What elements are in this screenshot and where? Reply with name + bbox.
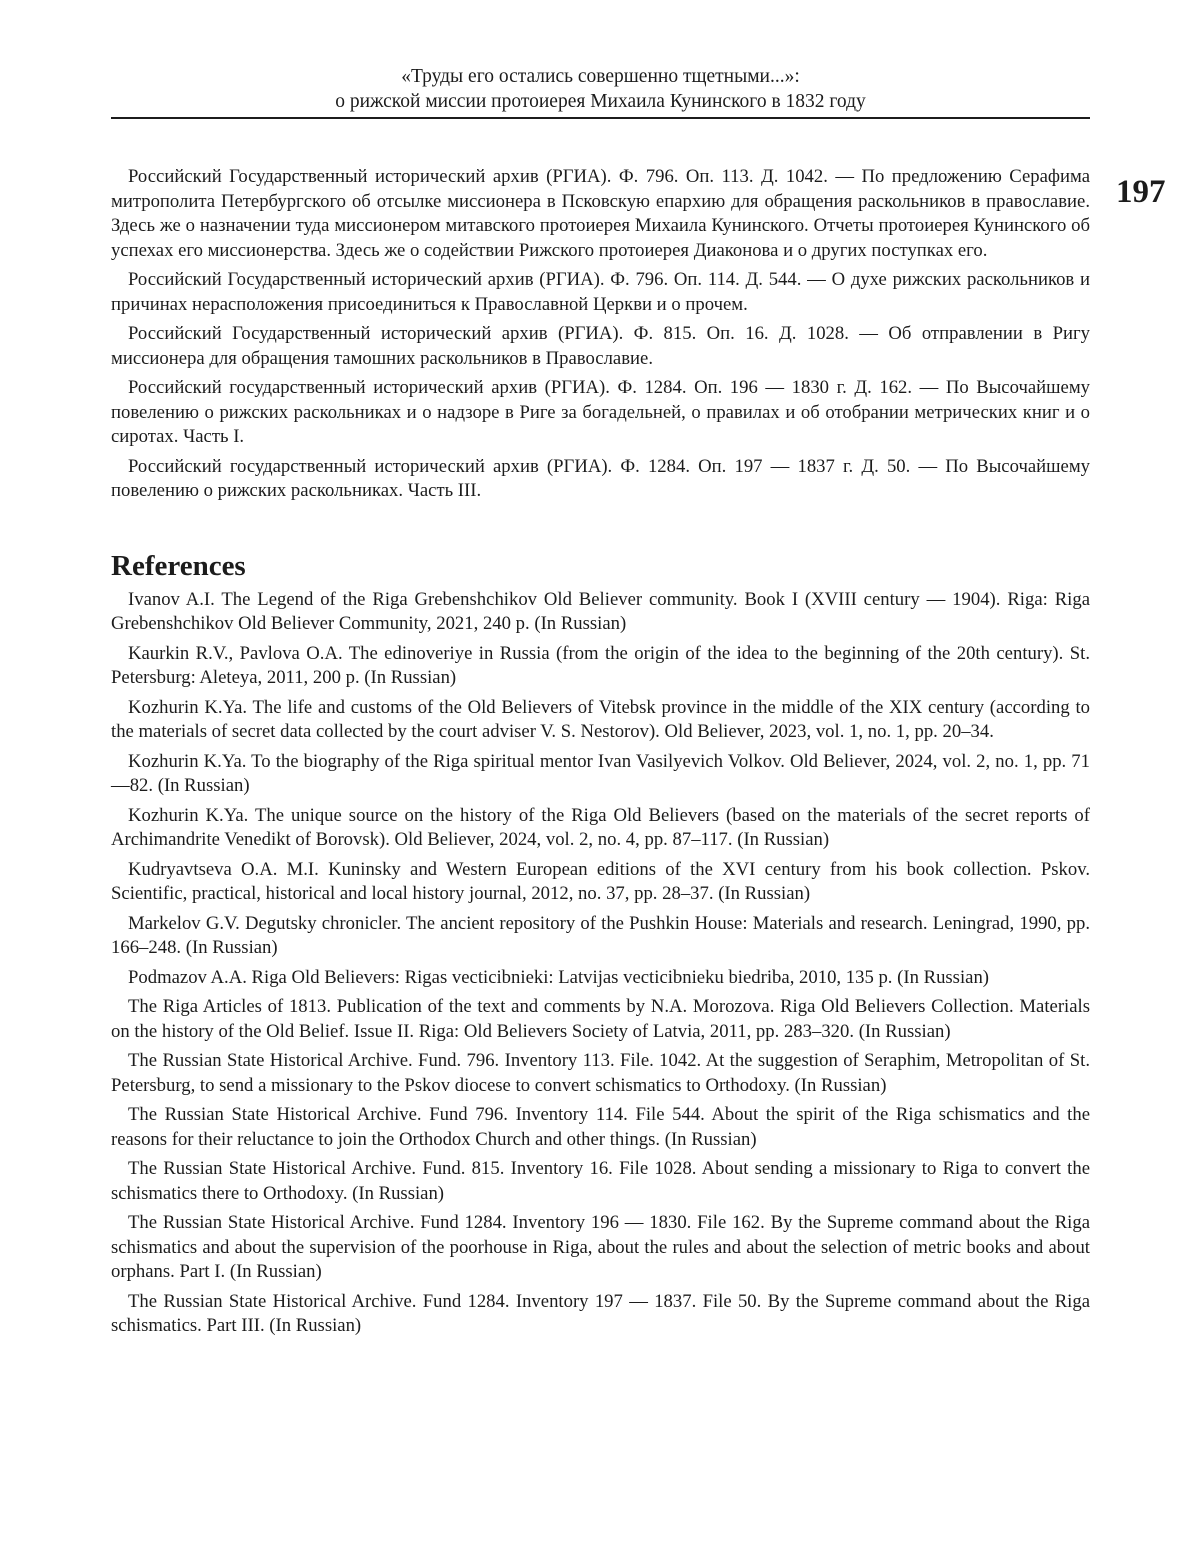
running-head: [111, 64, 1090, 114]
source-entry: Российский Государственный исторический архив (РГИА). Ф. 796. Оп. 113. Д. 1042. — По предложению Серафима митрополита Петербургского об отсылке миссионера в Псковскую епархию для обращения раскольников в православие. Здесь же о назначении туда миссионером митавского протоиерея Михаила Кунинского. Отчеты протоиерея Кунинского об успехах его миссионерства. Здесь же о содействии Рижского протоиерея Диаконова и о других поступках его.: [111, 165, 1090, 263]
page-number: 197: [1116, 172, 1166, 212]
reference-entry: The Riga Articles of 1813. Publication of the text and comments by N.A. Morozova. Riga Old Believers Collection. Materials on the history of the Old Belief. Issue II. Riga: Old Believers Society of Latvia, 2011, pp. 283–320. (In Russian): [111, 995, 1090, 1044]
reference-entry: The Russian State Historical Archive. Fund 1284. Inventory 196 — 1830. File 162. By the Supreme command about the Riga schismatics and about the supervision of the poorhouse in Riga, about the rules and about the selection of metric books and about orphans. Part I. (In Russian): [111, 1211, 1090, 1285]
page-body: [111, 165, 1090, 1344]
source-entry: Российский Государственный исторический архив (РГИА). Ф. 796. Оп. 114. Д. 544. — О духе рижских раскольников и причинах нерасположения присоединиться к Православной Церкви и о прочем.: [111, 268, 1090, 317]
source-entry: Российский государственный исторический архив (РГИА). Ф. 1284. Оп. 197 — 1837 г. Д. 50. — По Высочайшему повелению о рижских раскольниках. Часть III.: [111, 455, 1090, 504]
reference-entry: Kozhurin K.Ya. The unique source on the history of the Riga Old Believers (based on the materials of the secret reports of Archimandrite Venedikt of Borovsk). Old Believer, 2024, vol. 2, no. 4, pp. 87–117. (In Russian): [111, 804, 1090, 853]
reference-entry: Markelov G.V. Degutsky chronicler. The ancient repository of the Pushkin House: Materials and research. Leningrad, 1990, pp. 166–248. (In Russian): [111, 912, 1090, 961]
sources-list: [111, 165, 1090, 504]
reference-entry: Kaurkin R.V., Pavlova O.A. The edinoveriye in Russia (from the origin of the idea to the beginning of the 20th century). St. Petersburg: Aleteya, 2011, 200 p. (In Russian): [111, 642, 1090, 691]
reference-entry: Ivanov A.I. The Legend of the Riga Grebenshchikov Old Believer community. Book I (XVIII century — 1904). Riga: Riga Grebenshchikov Old Believer Community, 2021, 240 p. (In Russian): [111, 588, 1090, 637]
reference-entry: Kozhurin K.Ya. To the biography of the Riga spiritual mentor Ivan Vasilyevich Volkov. Old Believer, 2024, vol. 2, no. 1, pp. 71—82. (In Russian): [111, 750, 1090, 799]
reference-entry: The Russian State Historical Archive. Fund. 815. Inventory 16. File 1028. About sending a missionary to Riga to convert the schismatics there to Orthodoxy. (In Russian): [111, 1157, 1090, 1206]
running-head-line-1: «Труды его остались совершенно тщетными...»:: [111, 64, 1090, 89]
header-rule: [111, 117, 1090, 119]
reference-entry: The Russian State Historical Archive. Fund 796. Inventory 114. File 544. About the spirit of the Riga schismatics and the reasons for their reluctance to join the Orthodox Church and other things. (In Russian): [111, 1103, 1090, 1152]
reference-entry: The Russian State Historical Archive. Fund. 796. Inventory 113. File. 1042. At the suggestion of Seraphim, Metropolitan of St. Petersburg, to send a missionary to the Pskov diocese to convert schismatics to Orthodoxy. (In Russian): [111, 1049, 1090, 1098]
reference-entry: The Russian State Historical Archive. Fund 1284. Inventory 197 — 1837. File 50. By the Supreme command about the Riga schismatics. Part III. (In Russian): [111, 1290, 1090, 1339]
reference-entry: Podmazov A.A. Riga Old Believers: Rigas vecticibnieki: Latvijas vecticibnieku biedriba, 2010, 135 p. (In Russian): [111, 966, 1090, 991]
source-entry: Российский Государственный исторический архив (РГИА). Ф. 815. Оп. 16. Д. 1028. — Об отправлении в Ригу миссионера для обращения тамошних раскольников в Православие.: [111, 322, 1090, 371]
source-entry: Российский государственный исторический архив (РГИА). Ф. 1284. Оп. 196 — 1830 г. Д. 162. — По Высочайшему повелению о рижских раскольниках и о надзоре в Риге за богадельней, о правилах и об отобрании метрических книг и о сиротах. Часть I.: [111, 376, 1090, 450]
reference-entry: Kozhurin K.Ya. The life and customs of the Old Believers of Vitebsk province in the middle of the XIX century (according to the materials of secret data collected by the court adviser V. S. Nestorov). Old Believer, 2023, vol. 1, no. 1, pp. 20–34.: [111, 696, 1090, 745]
running-head-line-2: о рижской миссии протоиерея Михаила Кунинского в 1832 году: [111, 89, 1090, 114]
references-heading: References: [111, 548, 1090, 584]
reference-entry: Kudryavtseva O.A. M.I. Kuninsky and Western European editions of the XVI century from his book collection. Pskov. Scientific, practical, historical and local history journal, 2012, no. 37, pp. 28–37. (In Russian): [111, 858, 1090, 907]
references-list: [111, 588, 1090, 1339]
